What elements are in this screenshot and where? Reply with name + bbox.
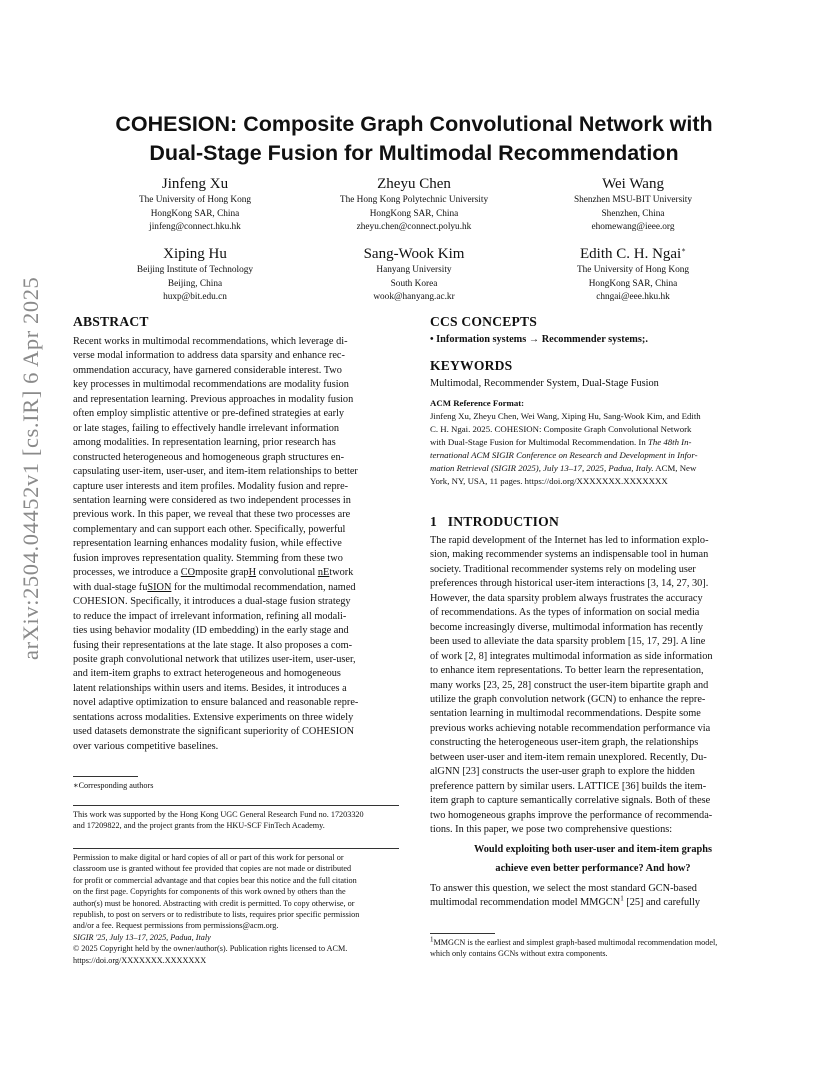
acm-reference-line: York, NY, USA, 11 pages. https://doi.org/XXXXXXX.XXXXXXX <box>430 475 668 486</box>
acronym-letter: H <box>248 567 257 579</box>
arxiv-stamp[interactable]: arXiv:2504.04452v1 [cs.IR] 6 Apr 2025 <box>18 276 43 660</box>
intro-text: multimodal recommendation model MMGCN <box>430 896 621 908</box>
abstract-line: to reduce the impact of irrelevant information, refining all modali- <box>73 610 347 622</box>
author-location: Beijing, China <box>167 278 223 289</box>
author-name <box>518 245 748 264</box>
keywords-list: Multimodal, Recommender System, Dual-Stage Fusion <box>430 378 659 390</box>
intro-line: two homogeneous graphs improve the performance of recommenda- <box>430 809 713 821</box>
author-email[interactable]: huxp@bit.edu.cn <box>163 292 227 303</box>
introduction-continued <box>430 882 756 911</box>
author-email[interactable]: jinfeng@connect.hku.hk <box>149 222 241 233</box>
intro-line: sion, making recommender systems an indispensable tool in human <box>430 549 709 561</box>
abstract-line: over various competitive baselines. <box>73 740 219 752</box>
introduction-heading: 1 INTRODUCTION <box>430 514 559 529</box>
permission-line: and/or a fee. Request permissions from permissions@acm.org. <box>73 921 279 931</box>
abstract-line: ommendation accuracy, have garnered considerable interest. Two <box>73 364 342 376</box>
intro-line: The rapid development of the Internet has led to information explo- <box>430 535 709 546</box>
abstract-text: mposite grap <box>195 567 249 579</box>
abstract-line: complementary and can support each other. Specifically, powerful <box>73 523 346 535</box>
research-question <box>430 840 756 878</box>
abstract-line: latent relationships within users and items. Besides, it introduces a <box>73 682 347 694</box>
acm-reference-line <box>430 436 756 449</box>
intro-line: of recommendations. As the types of information on social media <box>430 607 700 619</box>
abstract-line: fusing their representations at the late stage. It also proposes a com- <box>73 639 353 651</box>
permission-line: Permission to make digital or hard copies of all or part of this work for personal or <box>73 853 344 862</box>
footnote-1 <box>430 937 756 960</box>
abstract-line: among modalities. In representation learning, prior research has <box>73 437 336 449</box>
title-line-1: COHESION: Composite Graph Convolutional Network with <box>115 112 713 136</box>
ccs-concepts: • Information systems → Recommender systems;. <box>430 334 648 345</box>
abstract-line: posite graph convolutional network that utilizes user-item, user-user, <box>73 653 356 665</box>
introduction-body <box>430 534 756 838</box>
author-block <box>80 245 310 305</box>
funding-note <box>73 809 399 832</box>
intro-line: previous works achieving notable recommendation performance via <box>430 722 711 734</box>
abstract-line: previous work. In this paper, we reveal that these two processes are <box>73 509 351 521</box>
author-name: Xiping Hu <box>163 246 227 262</box>
author-name: Wei Wang <box>602 176 664 192</box>
footnote-rule <box>430 933 495 934</box>
intro-line: To answer this question, we select the most standard GCN-based <box>430 882 697 894</box>
author-affiliation: Beijing Institute of Technology <box>136 265 254 275</box>
abstract-heading: ABSTRACT <box>73 314 149 329</box>
acm-reference <box>430 397 756 488</box>
footnote-rule <box>73 776 138 777</box>
abstract-line: sentations across modalities. Extensive experiments on three widely <box>73 711 354 723</box>
author-block <box>518 245 748 305</box>
permission-line: author(s) must be honored. Abstracting with credit is permitted. To copy otherwise, or <box>73 898 355 908</box>
intro-line: become increasingly diverse, multimodal information has recently <box>430 621 704 633</box>
author-affiliation: The University of Hong Kong <box>138 195 252 205</box>
author-affiliation: Shenzhen MSU-BIT University <box>573 195 693 205</box>
permission-rule <box>73 848 399 849</box>
abstract-line: key processes in multimodal recommendations are modality fusion <box>73 379 349 391</box>
abstract-line: COHESION. Specifically, it introduces a dual-stage fusion strategy <box>73 596 351 608</box>
footnote-line: which only contains GCNs without extra components. <box>430 949 608 959</box>
author-affiliation: The Hong Kong Polytechnic University <box>339 195 489 205</box>
abstract-line: capture user interests and item profiles. Modality fusion and repre- <box>73 480 349 492</box>
abstract-line: sentation learning were considered as two independent processes in <box>73 494 351 506</box>
intro-line: been used to alleviate the data sparsity problem [15, 17, 29]. A line <box>430 636 706 648</box>
author-name: Sang-Wook Kim <box>363 246 465 262</box>
abstract-line-model-name <box>73 566 399 580</box>
doi-link[interactable]: https://doi.org/XXXXXXX.XXXXXXX <box>73 955 207 965</box>
abstract-text: twork <box>329 567 354 579</box>
copyright-line: © 2025 Copyright held by the owner/author(s). Publication rights licensed to ACM. <box>73 944 348 954</box>
research-question-line: Would exploiting both user-user and item-item graphs <box>474 843 712 855</box>
permission-line: on the first page. Copyrights for components of this work owned by others than the <box>73 887 346 897</box>
footnote-number: 1 <box>430 935 434 944</box>
intro-line: item graph to capture semantically correlative signals. Both of these <box>430 795 711 807</box>
intro-line: society. Traditional recommender systems rely on modeling user <box>430 563 696 575</box>
intro-line: constructing the heterogeneous user-item graph, the relationships <box>430 737 699 749</box>
intro-line: utilize the graph convolution network (GCN) to enhance the repre- <box>430 693 706 705</box>
acm-reference-text: ACM, New <box>653 462 697 473</box>
intro-line <box>430 896 756 910</box>
abstract-line-model-name <box>73 581 399 595</box>
acronym-letter: nE <box>317 567 330 579</box>
author-block <box>518 175 748 235</box>
paper-title <box>60 110 768 168</box>
intro-line: alGNN [23] constructs the user-user graph to explore the hidden <box>430 766 695 778</box>
intro-text: [25] and carefully <box>623 896 701 908</box>
abstract-line: or late stages, failing to effectively handle irrelevant information <box>73 422 339 434</box>
intro-line: sentation learning in multimodal recommendations. Despite some <box>430 708 701 720</box>
abstract-line: ties using behavior modality (ID embedding) in the early stage and <box>73 625 349 637</box>
author-affiliation: Hanyang University <box>376 265 452 275</box>
ccs-heading: CCS CONCEPTS <box>430 314 538 329</box>
funding-line: This work was supported by the Hong Kong UGC General Research Fund no. 17203320 <box>73 810 364 819</box>
intro-line: tions. In this paper, we pose two comprehensive questions: <box>430 824 673 836</box>
intro-line: between user-user and item-item remain unexplored. Recently, Du- <box>430 751 707 763</box>
funding-rule <box>73 805 399 806</box>
abstract-line: verse modal information to address data sparsity and enhance rec- <box>73 350 345 362</box>
abstract-line: constructed heterogeneous and homogeneous graph structures en- <box>73 451 345 463</box>
abstract-text: convolutional <box>256 567 318 579</box>
footnote-text: MMGCN is the earliest and simplest graph-based multimodal recommendation model, <box>433 938 718 947</box>
acronym-letter: CO <box>180 567 196 579</box>
corresponding-footnote: ∗Corresponding authors <box>73 781 154 790</box>
acm-reference-line: C. H. Ngai. 2025. COHESION: Composite Graph Convolutional Network <box>430 423 692 434</box>
author-affiliation: The University of Hong Kong <box>576 265 690 275</box>
footnote-marker[interactable]: 1 <box>620 894 624 903</box>
acm-reference-venue: The 48th In- <box>647 436 692 447</box>
acm-reference-venue: ternational ACM SIGIR Conference on Research and Development in Infor- <box>430 449 698 460</box>
abstract-line: representation learning enhances modality fusion, while effective <box>73 538 342 550</box>
left-column <box>73 313 399 754</box>
permission-block <box>73 852 399 966</box>
acm-reference-heading: ACM Reference Format: <box>430 397 525 408</box>
acronym-letter: SION <box>147 581 172 593</box>
author-location: Shenzhen, China <box>601 208 665 219</box>
introduction-section <box>430 513 756 910</box>
author-location: South Korea <box>390 278 438 289</box>
footnote-line <box>430 937 756 948</box>
abstract-line: capsulating user-item, user-user, and item-item relationships to better <box>73 466 358 478</box>
corresponding-author-mark: ∗ <box>681 246 686 254</box>
intro-line: preferences through historical user-item interactions [3, 14, 27, 30]. <box>430 578 709 590</box>
abstract-line: Recent works in multimodal recommendations, which leverage di- <box>73 336 348 347</box>
acm-reference-line: Jinfeng Xu, Zheyu Chen, Wei Wang, Xiping Hu, Sang-Wook Kim, and Edith <box>430 410 701 421</box>
intro-line: to enhance item representations. To better learn the representation, <box>430 665 704 677</box>
acm-reference-line <box>430 462 756 475</box>
abstract-line: used datasets demonstrate the significant superiority of COHESION <box>73 726 355 738</box>
abstract-line: and item-item graphs to extract heterogeneous and homogeneous <box>73 668 341 680</box>
abstract-body <box>73 335 399 754</box>
permission-line: classroom use is granted without fee provided that copies are not made or distributed <box>73 864 352 874</box>
intro-line: However, the data sparsity problem always frustrates the accuracy <box>430 592 703 604</box>
research-question-line: achieve even better performance? And how? <box>495 862 691 874</box>
abstract-line: fusion improves representation quality. Stemming from these two <box>73 552 343 564</box>
author-email[interactable]: chngai@eee.hku.hk <box>596 292 670 303</box>
title-line-2: Dual-Stage Fusion for Multimodal Recommendation <box>149 141 679 165</box>
author-location: HongKong SAR, China <box>150 208 240 219</box>
author-block <box>80 175 310 235</box>
author-location: HongKong SAR, China <box>369 208 459 219</box>
keywords-heading: KEYWORDS <box>430 358 513 374</box>
author-block <box>299 175 529 235</box>
abstract-line: often employ simplistic attentive or pre-defined strategies at early <box>73 408 345 420</box>
abstract-text: processes, we introduce a <box>73 567 181 579</box>
intro-line: preference pattern by similar users. LATTICE [36] builds the item- <box>430 780 707 792</box>
abstract-line: and representation learning. Previous approaches in modality fusion <box>73 393 354 405</box>
author-email[interactable]: wook@hanyang.ac.kr <box>373 292 455 303</box>
intro-line: many works [23, 25, 28] construct the user-item bipartite graph and <box>430 679 709 691</box>
permission-line: for profit or commercial advantage and that copies bear this notice and the full citation <box>73 875 357 885</box>
author-email[interactable]: zheyu.chen@connect.polyu.hk <box>356 222 472 233</box>
right-column <box>430 313 756 488</box>
acm-reference-text: with Dual-Stage Fusion for Multimodal Recommendation. In <box>430 436 648 447</box>
author-email[interactable]: ehomewang@ieee.org <box>591 222 675 233</box>
author-location: HongKong SAR, China <box>588 278 678 289</box>
acm-reference-venue: mation Retrieval (SIGIR 2025), July 13–17, 2025, Padua, Italy. <box>430 462 654 473</box>
abstract-text: for the multimodal recommendation, named <box>171 581 356 593</box>
venue-line: SIGIR '25, July 13–17, 2025, Padua, Italy <box>73 932 211 942</box>
intro-line: of work [2, 8] integrates multimodal information as side information <box>430 650 713 662</box>
author-name: Jinfeng Xu <box>161 176 229 192</box>
author-name-text: Edith C. H. Ngai <box>579 246 682 262</box>
abstract-text: with dual-stage fu <box>73 581 148 593</box>
author-block <box>299 245 529 305</box>
abstract-line: novel adaptive optimization to ensure balanced and reasonable repre- <box>73 697 359 709</box>
funding-line: and 17209822, and the project grants from the HKU-SCF FinTech Academy. <box>73 821 325 831</box>
author-name: Zheyu Chen <box>377 176 451 192</box>
permission-line: republish, to post on servers or to redistribute to lists, requires prior specific permission <box>73 910 360 920</box>
